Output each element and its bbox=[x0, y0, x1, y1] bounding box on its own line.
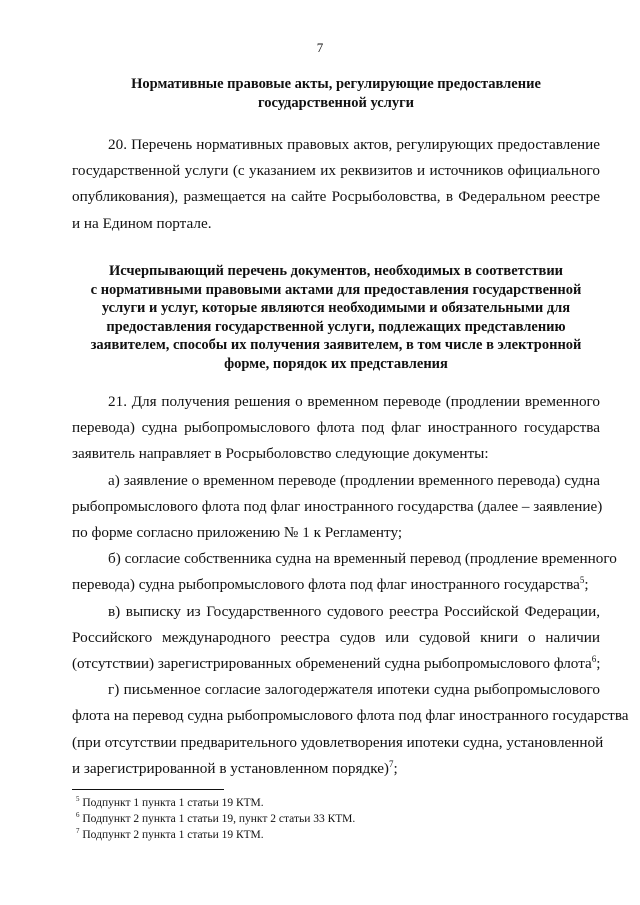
footnote-number: 7 bbox=[76, 827, 80, 836]
item-g-line bbox=[72, 756, 600, 782]
footnotes bbox=[76, 795, 355, 843]
footnote-ref-5: 5 bbox=[579, 575, 585, 586]
item-v-text: (отсутствии) зарегистрированных обременений судна рыбопромыслового флота bbox=[72, 655, 592, 673]
item-g-line: (при отсутствии предварительного удовлетворения ипотеки судна, установленной bbox=[72, 733, 604, 751]
page-number: 7 bbox=[316, 40, 324, 55]
item-g-text: и зарегистрированной в установленном порядке) bbox=[72, 759, 389, 777]
footnote-number: 6 bbox=[76, 811, 80, 820]
footnote-7 bbox=[76, 827, 355, 843]
paragraph-20 bbox=[72, 132, 600, 237]
item-b-end: ; bbox=[584, 576, 589, 594]
text-line: 21. Для получения решения о временном переводе (продлении временного bbox=[108, 393, 600, 410]
item-v-end: ; bbox=[596, 655, 601, 673]
footnote-6 bbox=[76, 811, 355, 827]
item-b-line: б) согласие собственника судна на временный перевод (продление временного bbox=[108, 550, 617, 568]
footnote-text: Подпункт 2 пункта 1 статьи 19 КТМ. bbox=[79, 829, 264, 841]
heading-line: заявителем, способы их получения заявителем, в том числе в электронной bbox=[90, 337, 582, 353]
footnote-ref-6: 6 bbox=[591, 653, 597, 664]
heading-line: государственной услуги bbox=[257, 94, 415, 111]
text-line: государственной услуги (с указанием их реквизитов и источников официального bbox=[72, 162, 600, 180]
text-line: 20. Перечень нормативных правовых актов, регулирующих предоставление bbox=[108, 136, 600, 153]
section-heading-normative-acts bbox=[70, 75, 602, 112]
item-g-end: ; bbox=[393, 759, 398, 777]
section-heading-document-list bbox=[70, 262, 602, 373]
item-v-line: Российского международного реестра судов или судовой книги о наличии bbox=[72, 628, 600, 646]
text-line: опубликования), размещается на сайте Росрыболовства, в Федеральном реестре bbox=[72, 188, 600, 206]
item-v-line bbox=[72, 651, 600, 677]
item-v-line: в) выписку из Государственного судового реестра Российской Федерации, bbox=[108, 602, 600, 620]
heading-line: Исчерпывающий перечень документов, необходимых в соответствии bbox=[108, 263, 564, 279]
footnote-separator bbox=[72, 789, 224, 790]
footnote-text: Подпункт 2 пункта 1 статьи 19, пункт 2 статьи 33 КТМ. bbox=[79, 813, 356, 825]
heading-line: услуги и услуг, которые являются необходимыми и обязательными для bbox=[101, 300, 571, 316]
heading-line: Нормативные правовые акты, регулирующие предоставление bbox=[131, 76, 541, 92]
heading-line: с нормативными правовыми актами для предоставления государственной bbox=[90, 281, 582, 298]
item-b-line bbox=[72, 572, 600, 598]
item-a-line: рыбопромыслового флота под флаг иностранного государства (далее – заявление) bbox=[72, 497, 603, 515]
text-line: перевода) судна рыбопромыслового флота под флаг иностранного государства bbox=[72, 419, 600, 437]
footnote-ref-7: 7 bbox=[389, 758, 394, 769]
footnote-5 bbox=[76, 795, 355, 811]
heading-line: предоставления государственной услуги, подлежащих представлению bbox=[106, 318, 566, 335]
footnote-number: 5 bbox=[76, 795, 80, 804]
item-a-line: а) заявление о временном переводе (продлении временного перевода) судна bbox=[108, 471, 600, 489]
item-b-text: перевода) судна рыбопромыслового флота под флаг иностранного государства bbox=[72, 576, 580, 594]
heading-line: форме, порядок их представления bbox=[224, 355, 448, 372]
item-g-line: флота на перевод судна рыбопромыслового флота под флаг иностранного государства bbox=[72, 707, 629, 725]
paragraph-21 bbox=[72, 389, 629, 782]
text-line: заявитель направляет в Росрыболовство следующие документы: bbox=[72, 445, 489, 463]
item-g-line: г) письменное согласие залогодержателя ипотеки судна рыбопромыслового bbox=[108, 681, 600, 699]
item-a-line: по форме согласно приложению № 1 к Регламенту; bbox=[72, 524, 403, 542]
footnote-text: Подпункт 1 пункта 1 статьи 19 КТМ. bbox=[79, 797, 264, 809]
text-line: и на Едином портале. bbox=[72, 214, 212, 232]
